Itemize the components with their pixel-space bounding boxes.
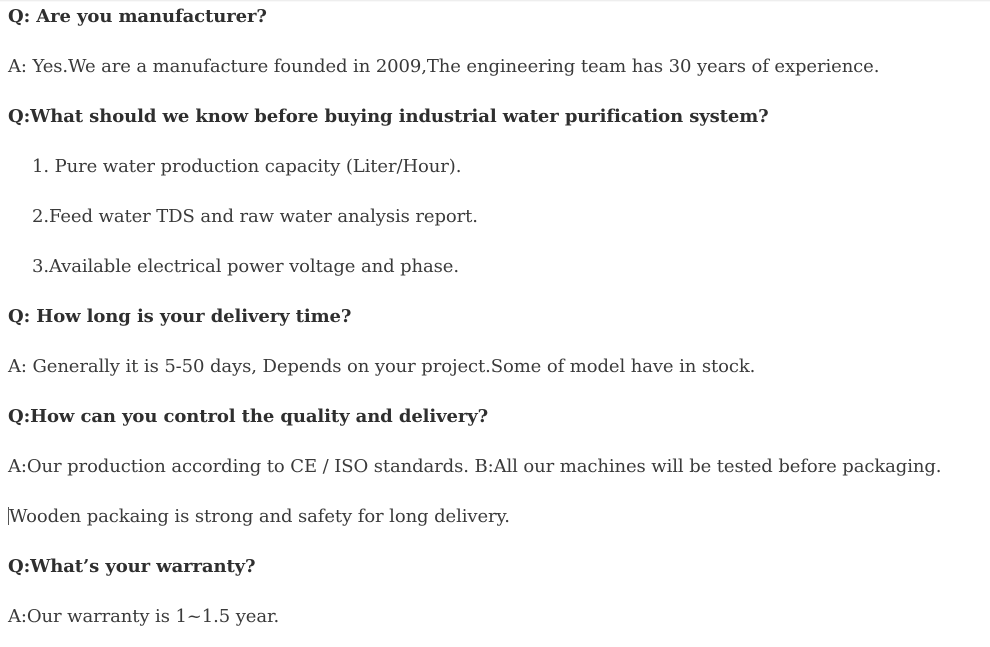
faq-answer-5: A:Our warranty is 1~1.5 year. xyxy=(8,606,280,627)
top-shadow xyxy=(0,0,990,2)
faq-answer-1: A: Yes.We are a manufacture founded in 2009,The engineering team has 30 years of experience. xyxy=(8,56,880,77)
faq-answer-3: A: Generally it is 5-50 days, Depends on your project.Some of model have in stock. xyxy=(8,356,756,377)
faq-question-2: Q:What should we know before buying industrial water purification system? xyxy=(8,106,769,127)
faq-question-1: Q: Are you manufacturer? xyxy=(8,6,267,27)
faq-question-3: Q: How long is your delivery time? xyxy=(8,306,352,327)
faq-question-4: Q:How can you control the quality and delivery? xyxy=(8,406,489,427)
faq-item-capacity: 1. Pure water production capacity (Liter/Hour). xyxy=(32,156,462,177)
faq-item-feedwater: 2.Feed water TDS and raw water analysis report. xyxy=(32,206,478,227)
faq-item-power: 3.Available electrical power voltage and phase. xyxy=(32,256,459,277)
faq-answer-4-extra-line[interactable] xyxy=(8,505,510,529)
faq-answer-4: A:Our production according to CE / ISO standards. B:All our machines will be tested before packaging. xyxy=(8,456,942,477)
faq-answer-4-extra: Wooden packaing is strong and safety for long delivery. xyxy=(9,506,510,527)
faq-question-5: Q:What’s your warranty? xyxy=(8,556,256,577)
